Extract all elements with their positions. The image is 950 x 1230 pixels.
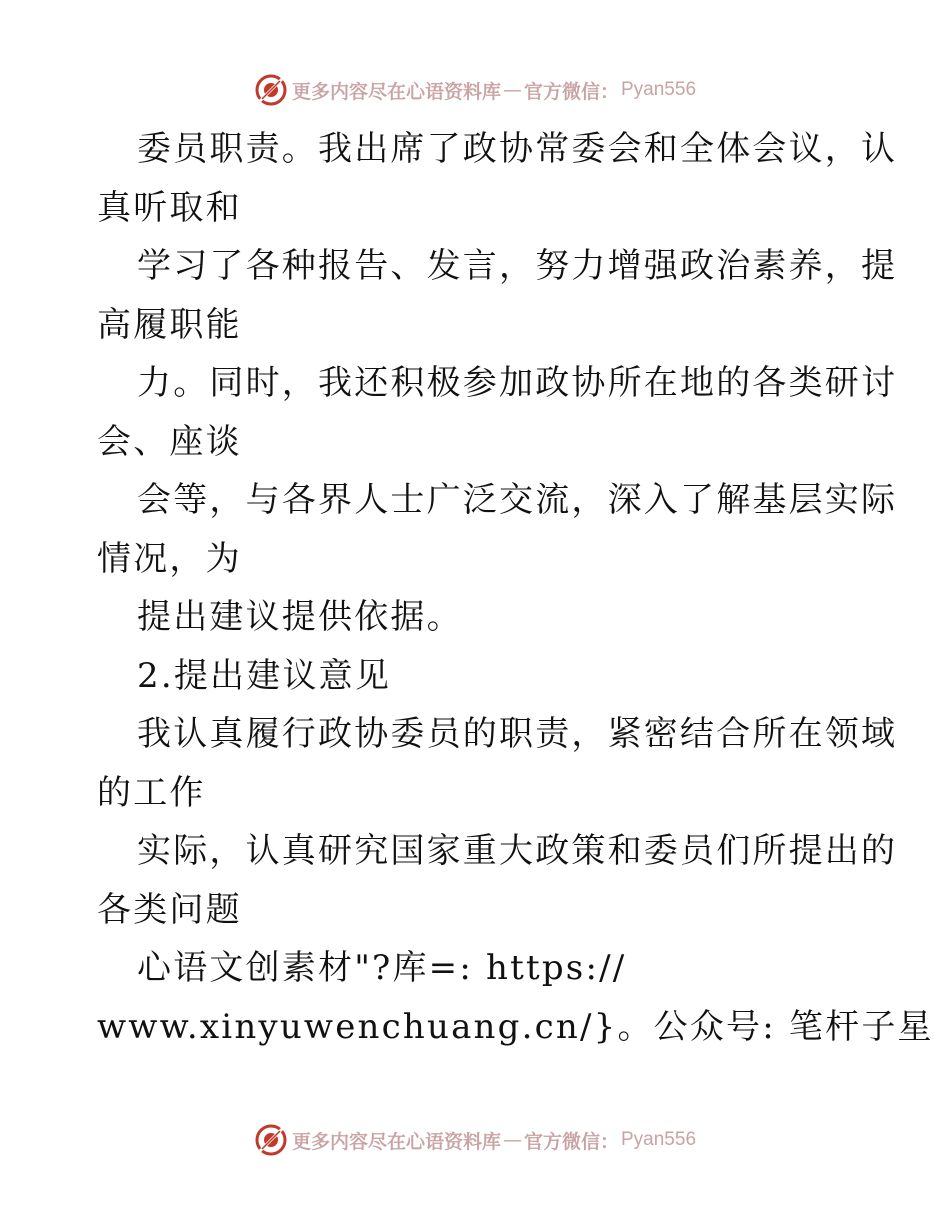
- body-text-line: 情况，为: [97, 538, 242, 579]
- body-text-line: 心语文创素材"?库=: https://: [137, 948, 627, 988]
- banner-brand-text: 更多内容尽在心语资料库: [291, 80, 501, 103]
- brand-logo-icon: [254, 73, 288, 107]
- body-text-line: www.xinyuwenchuang.cn/}。公众号: 笔杆子星: [97, 1006, 934, 1047]
- body-text-line: 会等，与各界人士广泛交流，深入了解基层实际: [137, 480, 898, 520]
- body-text-line: 会、座谈: [97, 421, 242, 462]
- body-text-line: 提出建议提供依据。: [137, 597, 463, 637]
- banner-separator: —: [502, 1129, 522, 1151]
- body-text-line: 学习了各种报告、发言，努力增强政治素养，提: [137, 246, 898, 286]
- body-text-line: 委员职责。我出席了政协常委会和全体会议，认: [137, 129, 898, 169]
- body-text-line: 各类问题: [97, 889, 242, 930]
- body-text-line: 力。同时，我还积极参加政协所在地的各类研讨: [137, 363, 898, 403]
- body-text-line: 高履职能: [97, 304, 242, 345]
- banner-brand-text: 更多内容尽在心语资料库: [291, 1130, 501, 1153]
- banner-separator: —: [502, 79, 522, 101]
- header-banner: [0, 68, 950, 112]
- body-text-line: 实际，认真研究国家重大政策和委员们所提出的: [137, 831, 898, 871]
- banner-account: Pyan556: [621, 79, 697, 100]
- banner-wechat-label: 官方微信：: [523, 1130, 619, 1153]
- document-body: [97, 120, 934, 1056]
- body-text-line: 的工作: [97, 772, 206, 813]
- banner-wechat-label: 官方微信：: [523, 80, 619, 103]
- footer-banner: [0, 1118, 950, 1162]
- body-text-line: 真听取和: [97, 187, 242, 228]
- body-text-line: 2.提出建议意见: [137, 655, 392, 696]
- brand-logo-icon: [254, 1123, 288, 1157]
- body-text-line: 我认真履行政协委员的职责，紧密结合所在领域: [137, 714, 898, 754]
- banner-account: Pyan556: [621, 1129, 697, 1150]
